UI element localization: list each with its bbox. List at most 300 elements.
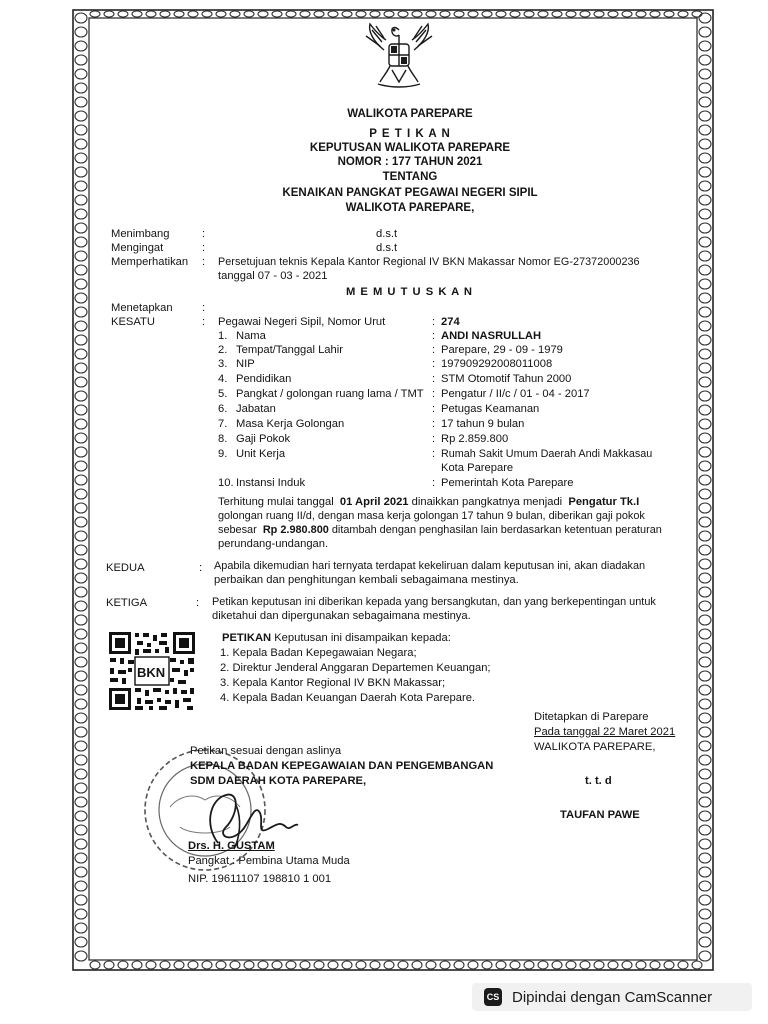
border-ornament: [699, 307, 711, 317]
border-ornament: [699, 713, 711, 723]
item-value: Parepare, 29 - 09 - 1979: [441, 344, 563, 356]
border-ornament: [699, 937, 711, 947]
border-ornament: [699, 727, 711, 737]
value-mengingat: d.s.t: [376, 242, 398, 254]
border-ornament: [699, 895, 711, 905]
item-number: 10.: [218, 477, 234, 489]
border-ornament: [699, 139, 711, 149]
border-ornament: [699, 27, 711, 37]
border-ornament: [699, 265, 711, 275]
border-ornament: [75, 251, 87, 261]
border-ornament: [699, 181, 711, 191]
colon: :: [432, 388, 436, 400]
border-ornament: [188, 11, 198, 17]
border-ornament: [174, 961, 184, 969]
border-ornament: [75, 517, 87, 527]
border-ornament: [699, 839, 711, 849]
colon: :: [432, 358, 436, 370]
border-ornament: [426, 961, 436, 969]
border-ornament: [75, 489, 87, 499]
item-value: ANDI NASRULLAH: [441, 330, 542, 342]
border-ornament: [188, 961, 198, 969]
border-ornament: [272, 961, 282, 969]
border-ornament: [412, 11, 422, 17]
border-ornament: [699, 251, 711, 261]
border-ornament: [75, 153, 87, 163]
border-ornament: [75, 895, 87, 905]
border-ornament: [384, 961, 394, 969]
kesatu-intro-value: 274: [441, 316, 460, 328]
border-ornament: [75, 713, 87, 723]
border-ornament: [699, 419, 711, 429]
heading-authority: WALIKOTA PAREPARE: [347, 108, 473, 120]
border-ornament: [412, 961, 422, 969]
copy-name: Drs. H. GUSTAM: [188, 840, 275, 852]
border-ornament: [650, 961, 660, 969]
border-ornament: [75, 601, 87, 611]
camscanner-logo-icon: CS: [484, 988, 502, 1006]
border-ornament: [75, 293, 87, 303]
colon: :: [196, 597, 200, 609]
colon: :: [432, 448, 436, 460]
border-ornament: [75, 111, 87, 121]
border-ornament: [524, 11, 534, 17]
border-ornament: [468, 11, 478, 17]
ketiga-line2: diketahui dan dipergunakan sebagaimana mestinya.: [212, 610, 471, 622]
distribution-item: 1. Kepala Badan Kepegawaian Negara;: [220, 647, 417, 659]
border-ornament: [75, 937, 87, 947]
border-ornament: [75, 573, 87, 583]
value-menimbang: d.s.t: [376, 228, 398, 240]
colon: :: [432, 373, 436, 385]
border-ornament: [622, 11, 632, 17]
border-ornament: [482, 11, 492, 17]
label-ketiga: KETIGA: [106, 597, 148, 609]
border-ornament: [75, 769, 87, 779]
border-ornament: [75, 335, 87, 345]
border-ornament: [552, 961, 562, 969]
border-ornament: [699, 853, 711, 863]
label-kedua: KEDUA: [106, 562, 145, 574]
border-ornament: [370, 961, 380, 969]
border-ornament: [342, 11, 352, 17]
issued-ttd: t. t. d: [585, 775, 612, 787]
border-ornament: [286, 11, 296, 17]
border-ornament: [75, 685, 87, 695]
border-ornament: [118, 961, 128, 969]
border-ornament: [580, 961, 590, 969]
border-ornament: [356, 961, 366, 969]
border-ornament: [699, 811, 711, 821]
item-value: Pengatur / II/c / 01 - 04 - 2017: [441, 388, 590, 400]
border-ornament: [272, 11, 282, 17]
value-memperhatikan-line2: tanggal 07 - 03 - 2021: [218, 270, 328, 282]
issued-signer: WALIKOTA PAREPARE,: [534, 741, 656, 753]
border-ornament: [174, 11, 184, 17]
heading-about: TENTANG: [382, 171, 438, 183]
border-ornament: [244, 961, 254, 969]
border-ornament: [75, 307, 87, 317]
border-ornament: [398, 961, 408, 969]
border-ornament: [75, 923, 87, 933]
border-ornament: [699, 867, 711, 877]
border-ornament: [566, 961, 576, 969]
colon: :: [432, 403, 436, 415]
qr-center-label: BKN: [137, 665, 166, 680]
border-ornament: [552, 11, 562, 17]
border-ornament: [75, 195, 87, 205]
item-number: 1.: [218, 330, 228, 342]
effective-paragraph-line4: perundang-undangan.: [218, 538, 329, 550]
border-ornament: [699, 475, 711, 485]
border-ornament: [75, 741, 87, 751]
border-ornament: [75, 615, 87, 625]
label-mengingat: Mengingat: [111, 242, 164, 254]
border-ornament: [496, 961, 506, 969]
border-ornament: [699, 489, 711, 499]
border-ornament: [699, 657, 711, 667]
border-ornament: [699, 783, 711, 793]
border-ornament: [699, 209, 711, 219]
border-ornament: [75, 461, 87, 471]
border-ornament: [699, 391, 711, 401]
item-field: Tempat/Tanggal Lahir: [236, 344, 343, 356]
copy-line1: Petikan sesuai dengan aslinya: [190, 745, 342, 757]
heading-decree: KEPUTUSAN WALIKOTA PAREPARE: [309, 142, 511, 154]
border-ornament: [75, 727, 87, 737]
border-ornament: [636, 961, 646, 969]
border-ornament: [75, 27, 87, 37]
item-field: Pangkat / golongan ruang lama / TMT: [236, 388, 424, 400]
item-value: Rp 2.859.800: [441, 433, 509, 445]
decides-heading: M E M U T U S K A N: [346, 286, 473, 298]
border-ornament: [699, 363, 711, 373]
label-kesatu: KESATU: [111, 316, 155, 328]
item-field: Jabatan: [236, 403, 276, 415]
effective-paragraph-line1: Terhitung mulai tanggal 01 April 2021 dinaikkan pangkatnya menjadi Pengatur Tk.I: [218, 496, 640, 508]
border-ornament: [594, 961, 604, 969]
border-ornament: [699, 237, 711, 247]
border-ornament: [104, 961, 114, 969]
item-value: Petugas Keamanan: [441, 403, 540, 415]
copy-rank: Pangkat : Pembina Utama Muda: [188, 855, 350, 867]
border-ornament: [699, 41, 711, 51]
item-number: 8.: [218, 433, 228, 445]
item-value-continued: Kota Parepare: [441, 462, 514, 474]
border-ornament: [699, 643, 711, 653]
heading-signer: WALIKOTA PAREPARE,: [345, 202, 475, 214]
border-ornament: [75, 265, 87, 275]
colon: :: [199, 562, 203, 574]
distribution-item: 4. Kepala Badan Keuangan Daerah Kota Parepare.: [220, 692, 476, 704]
kedua-line2: perbaikan dan penghitungan kembali sebagaimana mestinya.: [214, 574, 519, 586]
item-number: 2.: [218, 344, 228, 356]
border-ornament: [75, 41, 87, 51]
item-field: Masa Kerja Golongan: [236, 418, 345, 430]
garuda-emblem-icon: [362, 20, 436, 92]
border-ornament: [699, 447, 711, 457]
border-ornament: [132, 961, 142, 969]
border-ornament: [75, 69, 87, 79]
border-ornament: [524, 961, 534, 969]
border-ornament: [664, 11, 674, 17]
colon: :: [202, 302, 206, 314]
colon: :: [432, 418, 436, 430]
border-ornament: [538, 11, 548, 17]
item-field: Gaji Pokok: [236, 433, 291, 445]
border-ornament: [398, 11, 408, 17]
border-ornament: [608, 11, 618, 17]
item-field: Unit Kerja: [236, 448, 286, 460]
border-ornament: [699, 545, 711, 555]
border-ornament: [699, 909, 711, 919]
border-ornament: [699, 755, 711, 765]
item-field: NIP: [236, 358, 255, 370]
border-ornament: [202, 11, 212, 17]
item-field: Nama: [236, 330, 266, 342]
border-ornament: [75, 223, 87, 233]
item-value: 17 tahun 9 bulan: [441, 418, 525, 430]
border-ornament: [75, 559, 87, 569]
border-ornament: [230, 11, 240, 17]
border-ornament: [370, 11, 380, 17]
border-ornament: [75, 321, 87, 331]
copy-line3: SDM DAERAH KOTA PAREPARE,: [190, 775, 367, 787]
border-ornament: [75, 447, 87, 457]
border-ornament: [75, 853, 87, 863]
distribution-item: 2. Direktur Jenderal Anggaran Departemen Keuangan;: [220, 662, 491, 674]
border-ornament: [160, 961, 170, 969]
border-ornament: [75, 545, 87, 555]
border-ornament: [699, 629, 711, 639]
border-ornament: [426, 11, 436, 17]
border-ornament: [90, 11, 100, 17]
item-number: 7.: [218, 418, 228, 430]
colon: :: [202, 228, 206, 240]
border-ornament: [75, 503, 87, 513]
border-ornament: [75, 755, 87, 765]
border-ornament: [608, 961, 618, 969]
item-value: Pemerintah Kota Parepare: [441, 477, 574, 489]
heading-subject: KENAIKAN PANGKAT PEGAWAI NEGERI SIPIL: [282, 187, 538, 199]
border-ornament: [699, 573, 711, 583]
border-ornament: [699, 195, 711, 205]
border-ornament: [482, 961, 492, 969]
copy-nip: NIP. 19611107 198810 1 001: [188, 873, 332, 885]
qr-code: [108, 631, 196, 711]
border-ornament: [314, 961, 324, 969]
item-value: Rumah Sakit Umum Daerah Andi Makkasau: [441, 448, 653, 460]
border-ornament: [75, 783, 87, 793]
border-ornament: [75, 657, 87, 667]
border-ornament: [699, 13, 711, 23]
heading-type: P E T I K A N: [369, 128, 451, 140]
colon: :: [432, 316, 436, 328]
border-ornament: [699, 349, 711, 359]
border-ornament: [699, 615, 711, 625]
border-ornament: [75, 909, 87, 919]
item-number: 6.: [218, 403, 228, 415]
colon: :: [202, 316, 206, 328]
border-ornament: [510, 11, 520, 17]
border-ornament: [75, 13, 87, 23]
border-ornament: [328, 961, 338, 969]
border-ornament: [454, 11, 464, 17]
border-ornament: [75, 475, 87, 485]
border-ornament: [699, 587, 711, 597]
border-ornament: [699, 923, 711, 933]
border-ornament: [75, 825, 87, 835]
kesatu-intro: Pegawai Negeri Sipil, Nomor Urut: [218, 316, 386, 328]
border-ornament: [314, 11, 324, 17]
border-ornament: [244, 11, 254, 17]
border-ornament: [692, 961, 702, 969]
border-ornament: [75, 209, 87, 219]
distribution-title: PETIKAN Keputusan ini disampaikan kepada:: [222, 632, 451, 644]
border-ornament: [300, 11, 310, 17]
border-ornament: [75, 363, 87, 373]
border-ornament: [594, 11, 604, 17]
border-ornament: [75, 811, 87, 821]
colon: :: [202, 256, 206, 268]
border-ornament: [699, 335, 711, 345]
border-ornament: [384, 11, 394, 17]
border-ornament: [496, 11, 506, 17]
colon: :: [432, 330, 436, 342]
border-ornament: [699, 167, 711, 177]
item-value: STM Otomotif Tahun 2000: [441, 373, 572, 385]
border-ornament: [699, 405, 711, 415]
border-ornament: [699, 517, 711, 527]
border-ornament: [75, 55, 87, 65]
border-ornament: [75, 139, 87, 149]
border-ornament: [75, 419, 87, 429]
border-ornament: [258, 11, 268, 17]
item-number: 5.: [218, 388, 228, 400]
border-ornament: [622, 961, 632, 969]
border-ornament: [342, 961, 352, 969]
border-ornament: [699, 559, 711, 569]
border-ornament: [699, 797, 711, 807]
issued-date: Pada tanggal 22 Maret 2021: [534, 726, 676, 738]
border-ornament: [75, 279, 87, 289]
border-ornament: [636, 11, 646, 17]
border-ornament: [650, 11, 660, 17]
border-ornament: [75, 951, 87, 961]
label-memperhatikan: Memperhatikan: [111, 256, 189, 268]
border-ornament: [566, 11, 576, 17]
border-ornament: [75, 839, 87, 849]
border-ornament: [75, 377, 87, 387]
border-ornament: [216, 11, 226, 17]
border-ornament: [75, 433, 87, 443]
kedua-line1: Apabila dikemudian hari ternyata terdapat kekeliruan dalam keputusan ini, akan diadakan: [214, 560, 646, 572]
border-ornament: [146, 11, 156, 17]
border-ornament: [75, 797, 87, 807]
border-ornament: [160, 11, 170, 17]
border-ornament: [75, 181, 87, 191]
border-ornament: [699, 153, 711, 163]
border-ornament: [538, 961, 548, 969]
border-ornament: [104, 11, 114, 17]
border-ornament: [580, 11, 590, 17]
border-ornament: [699, 685, 711, 695]
border-ornament: [328, 11, 338, 17]
border-ornament: [664, 961, 674, 969]
label-menimbang: Menimbang: [111, 228, 170, 240]
colon: :: [432, 433, 436, 445]
border-ornament: [699, 769, 711, 779]
border-ornament: [75, 699, 87, 709]
border-ornament: [75, 349, 87, 359]
border-ornament: [699, 293, 711, 303]
border-ornament: [230, 961, 240, 969]
border-ornament: [75, 671, 87, 681]
border-ornament: [699, 881, 711, 891]
border-ornament: [699, 97, 711, 107]
border-ornament: [699, 825, 711, 835]
border-ornament: [699, 433, 711, 443]
border-ornament: [699, 699, 711, 709]
border-ornament: [286, 961, 296, 969]
heading-number: NOMOR : 177 TAHUN 2021: [337, 156, 483, 168]
camscanner-watermark: [472, 983, 752, 1011]
border-ornament: [75, 881, 87, 891]
border-ornament: [75, 167, 87, 177]
item-number: 4.: [218, 373, 228, 385]
border-ornament: [454, 961, 464, 969]
border-ornament: [118, 11, 128, 17]
border-ornament: [75, 405, 87, 415]
border-ornament: [300, 961, 310, 969]
colon: :: [432, 477, 436, 489]
camscanner-label: Dipindai dengan CamScanner: [512, 988, 713, 1006]
border-ornament: [258, 961, 268, 969]
border-ornament: [75, 587, 87, 597]
border-ornament: [699, 279, 711, 289]
ketiga-line1: Petikan keputusan ini diberikan kepada yang bersangkutan, dan yang berkepentingan untuk: [212, 596, 656, 608]
item-field: Instansi Induk: [236, 477, 306, 489]
border-ornament: [75, 867, 87, 877]
border-ornament: [356, 11, 366, 17]
border-ornament: [468, 961, 478, 969]
border-ornament: [699, 531, 711, 541]
border-ornament: [699, 377, 711, 387]
distribution-item: 3. Kepala Kantor Regional IV BKN Makassar;: [220, 677, 446, 689]
item-number: 9.: [218, 448, 228, 460]
border-ornament: [678, 961, 688, 969]
border-ornament: [132, 11, 142, 17]
border-ornament: [699, 55, 711, 65]
border-ornament: [699, 223, 711, 233]
border-ornament: [75, 237, 87, 247]
border-ornament: [699, 321, 711, 331]
border-ornament: [699, 461, 711, 471]
border-ornament: [510, 961, 520, 969]
border-ornament: [699, 111, 711, 121]
border-ornament: [699, 601, 711, 611]
border-ornament: [440, 961, 450, 969]
effective-paragraph-line3: sebesar Rp 2.980.800 ditambah dengan penghasilan lain berdasarkan ketentuan peraturan: [218, 524, 662, 536]
border-ornament: [146, 961, 156, 969]
border-ornament: [699, 741, 711, 751]
effective-paragraph-line2: golongan ruang II/d, dengan masa kerja golongan 17 tahun 9 bulan, diberikan gaji pokok: [218, 510, 645, 522]
value-memperhatikan-line1: Persetujuan teknis Kepala Kantor Regional IV BKN Makassar Nomor EG-27372000236: [218, 256, 640, 268]
border-ornament: [699, 503, 711, 513]
border-ornament: [699, 125, 711, 135]
colon: :: [432, 344, 436, 356]
border-ornament: [75, 97, 87, 107]
